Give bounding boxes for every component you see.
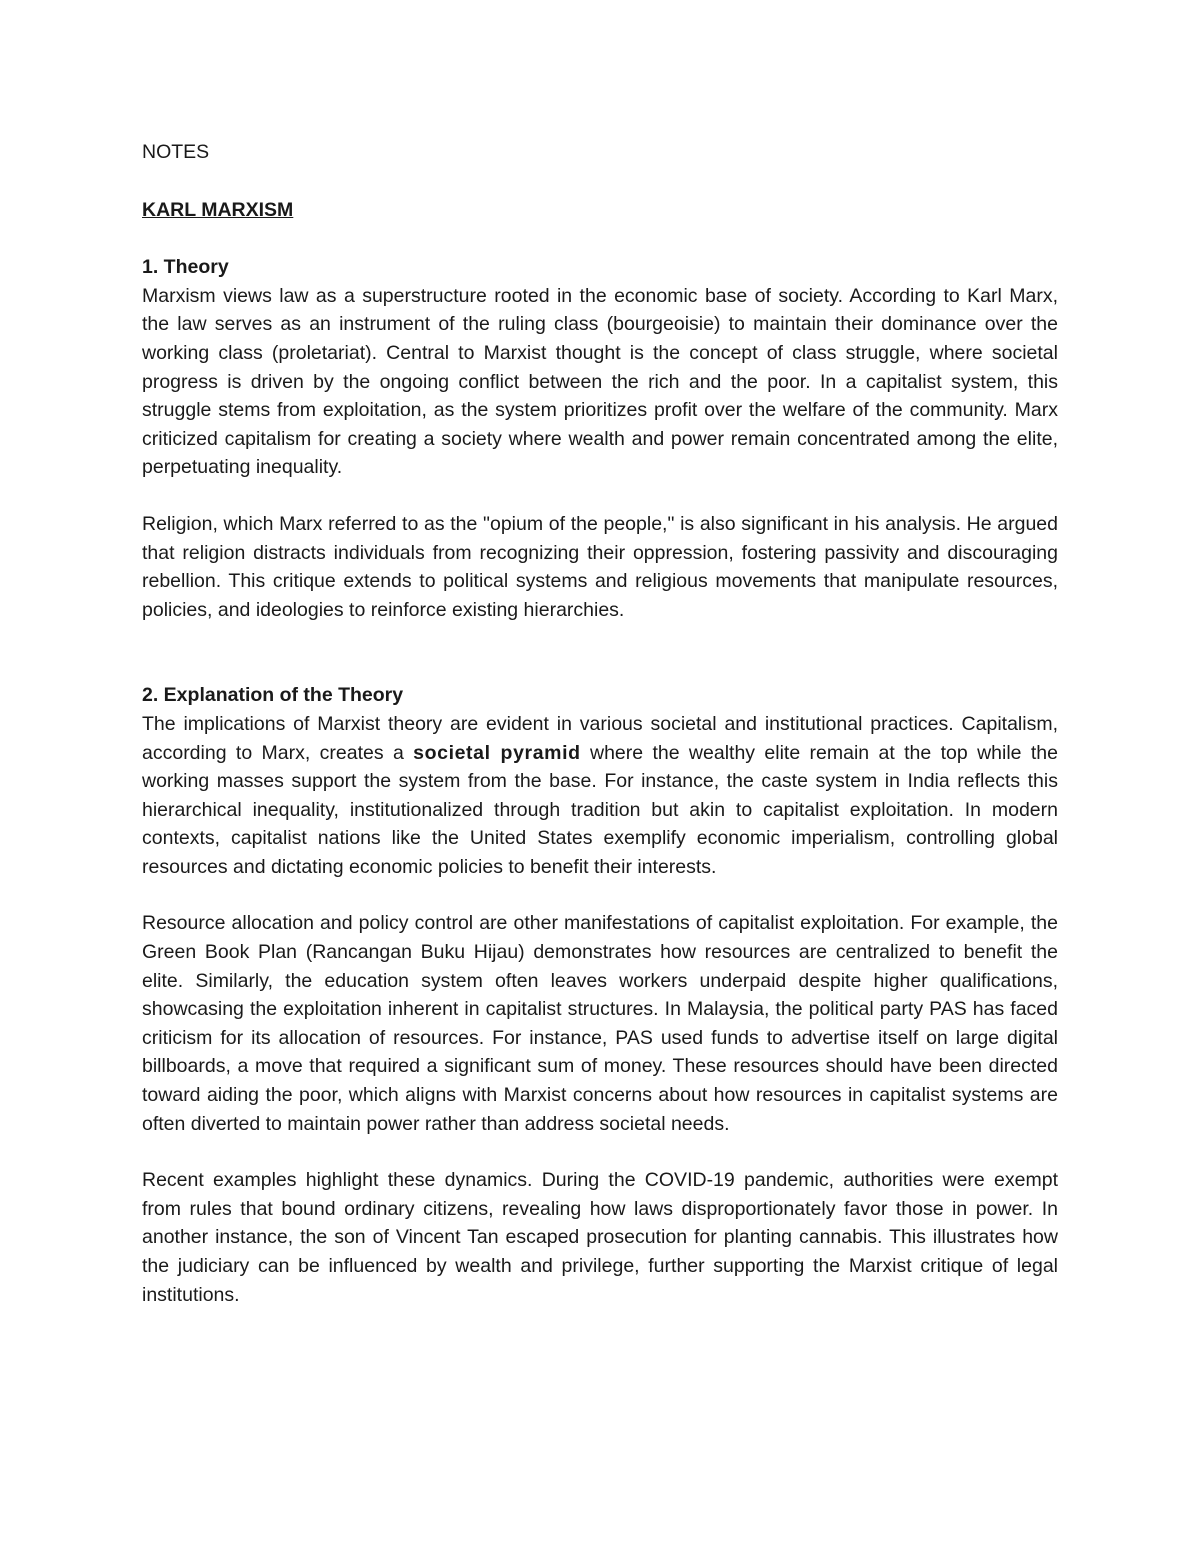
paragraph-theory-2: Religion, which Marx referred to as the "opium of the people," is also significant in his analysis. He argued that religion distracts individuals from recognizing their oppression, fostering passivity and discouraging rebellion. This critique extends to political systems and religious movements that manipulate resources, policies, and ideologies to reinforce existing hierarchies. [142,512,1058,621]
section-heading-theory: 1. Theory [142,256,229,279]
paragraph-text: where the wealthy elite remain at the top while the working masses support the system from the base. For instance, the caste system in India reflects this hierarchical inequality, institutionalized through tradition but akin to capitalist exploitation. In modern contexts, capitalist nations like the United States exemplify economic imperialism, controlling global resources and dictating economic policies to benefit their interests. [142,741,1058,878]
paragraph-text: The implications of Marxist theory are evident in various societal and institutional practices. Capitalism, according to Marx, creates a [142,712,1058,764]
document-title: KARL MARXISM [142,198,294,221]
notes-label: NOTES [142,141,210,163]
document-page [142,138,1058,1309]
paragraph-theory-1: Marxism views law as a superstructure rooted in the economic base of society. According to Karl Marx, the law serves as an instrument of the ruling class (bourgeoisie) to maintain their dominance over the working class (proletariat). Central to Marxist thought is the concept of class struggle, where societal progress is driven by the ongoing conflict between the rich and the poor. In a capitalist system, this struggle stems from exploitation, as the system prioritizes profit over the welfare of the community. Marx criticized capitalism for creating a society where wealth and power remain concentrated among the elite, perpetuating inequality. [142,284,1058,479]
paragraph-explanation-1 [142,710,1058,882]
paragraph-explanation-2: Resource allocation and policy control are other manifestations of capitalist exploitation. For example, the Green Book Plan (Rancangan Buku Hijau) demonstrates how resources are centralized to benefit the elite. Similarly, the education system often leaves workers underpaid despite higher qualifications, showcasing the exploitation inherent in capitalist structures. In Malaysia, the political party PAS has faced criticism for its allocation of resources. For instance, PAS used funds to advertise itself on large digital billboards, a move that required a significant sum of money. These resources should have been directed toward aiding the poor, which aligns with Marxist concerns about how resources in capitalist systems are often diverted to maintain power rather than address societal needs. [142,912,1058,1135]
emphasis-societal-pyramid: societal pyramid [413,741,581,764]
section-heading-explanation: 2. Explanation of the Theory [142,684,404,707]
paragraph-explanation-3: Recent examples highlight these dynamics. During the COVID-19 pandemic, authorities were exempt from rules that bound ordinary citizens, revealing how laws disproportionately favor those in power. In another instance, the son of Vincent Tan escaped prosecution for planting cannabis. This illustrates how the judiciary can be influenced by wealth and privilege, further supporting the Marxist critique of legal institutions. [142,1169,1058,1306]
